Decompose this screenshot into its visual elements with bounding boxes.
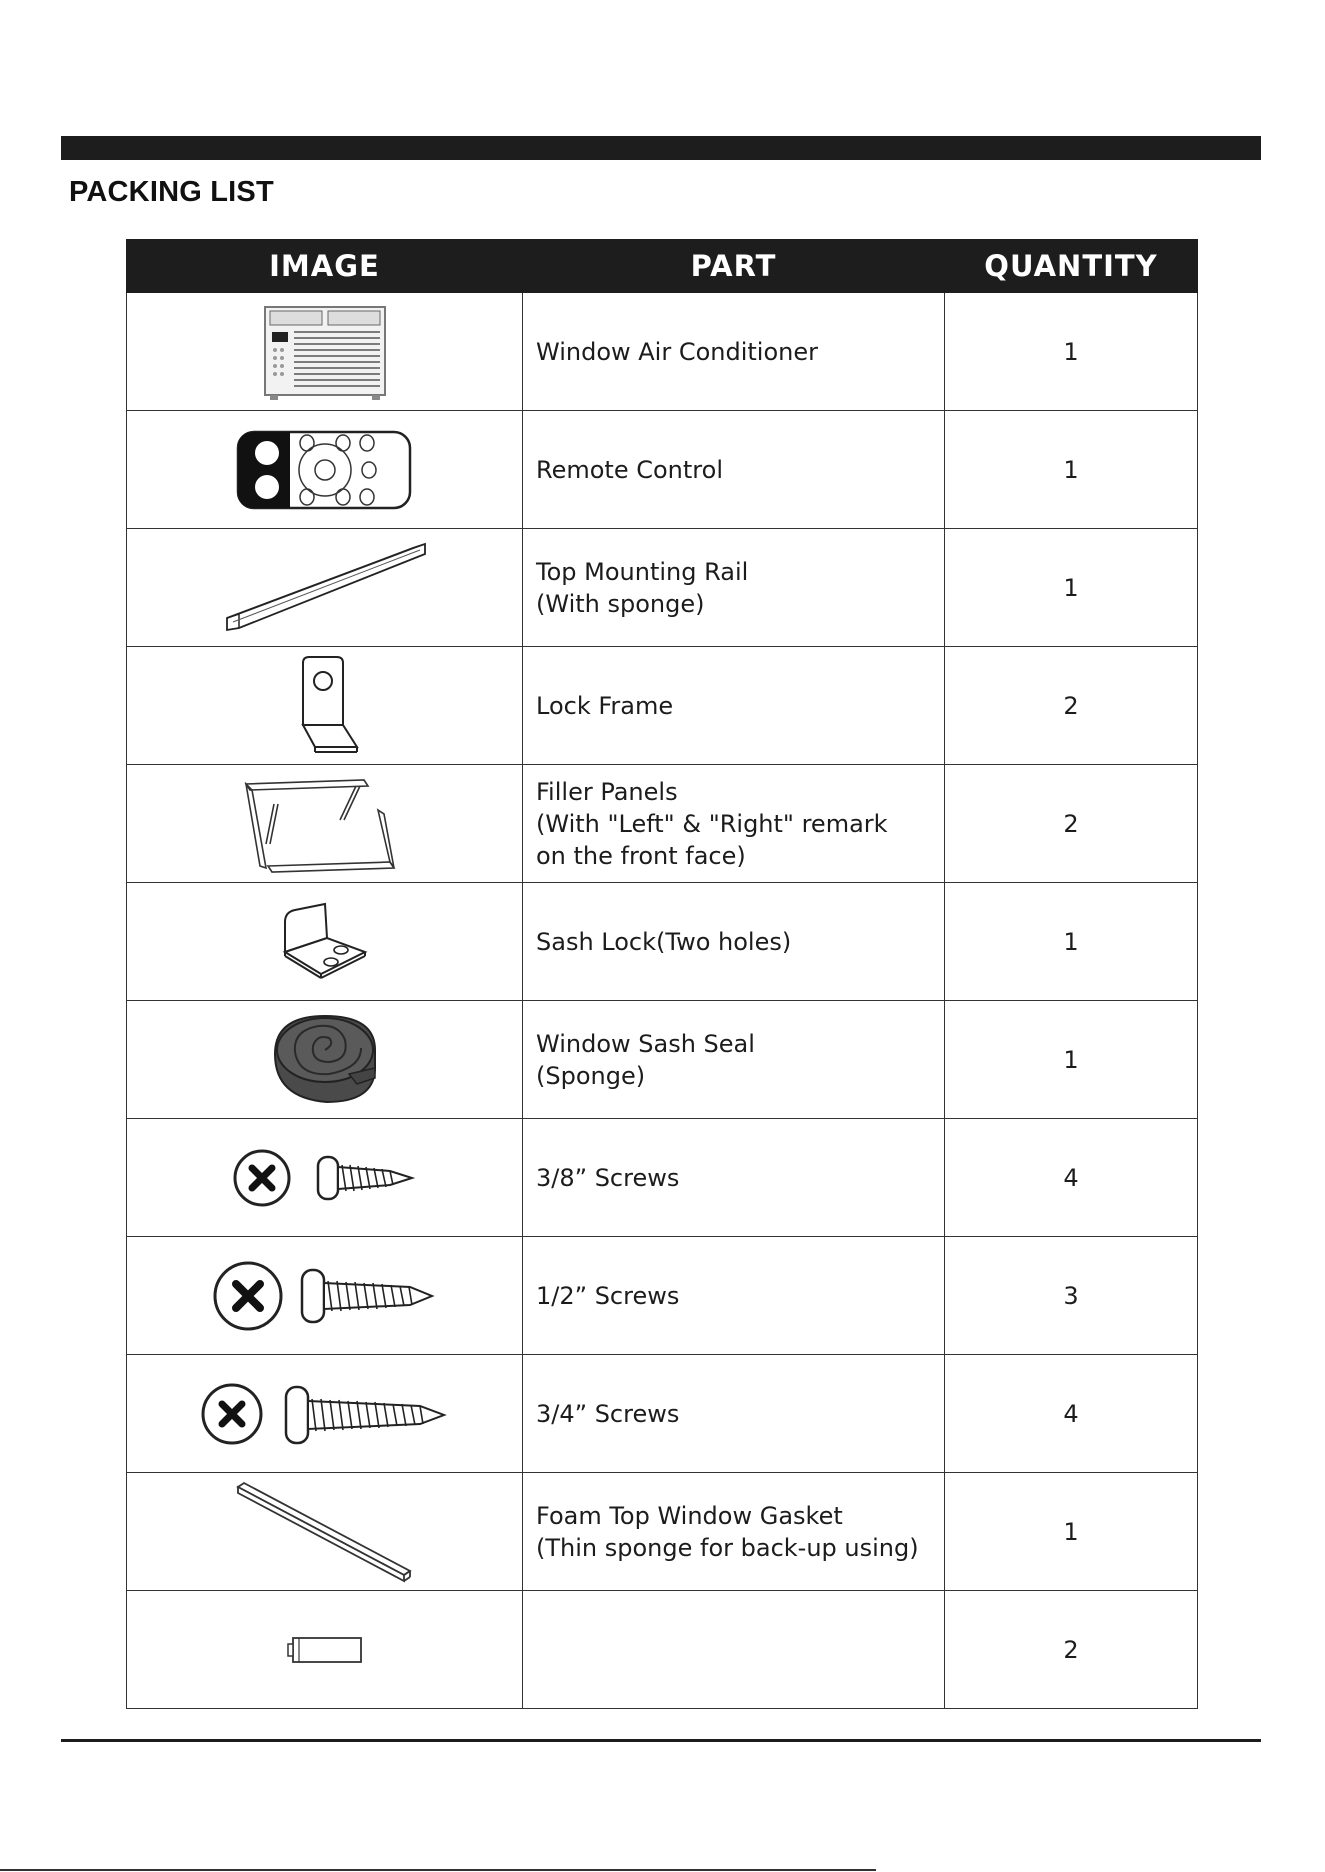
section-title: PACKING LIST bbox=[69, 176, 274, 208]
header-bar bbox=[61, 136, 1261, 160]
part-note: (With sponge) bbox=[536, 589, 705, 618]
image-column-header: IMAGE bbox=[127, 240, 523, 293]
table-row bbox=[127, 1473, 1198, 1591]
table-row bbox=[127, 1237, 1198, 1355]
table-row bbox=[127, 1001, 1198, 1119]
quantity-cell: 4 bbox=[945, 1119, 1198, 1237]
screw-1-2-icon bbox=[210, 1256, 440, 1336]
image-cell bbox=[127, 1237, 523, 1355]
screw-3-8-icon bbox=[230, 1143, 420, 1213]
quantity-cell: 1 bbox=[945, 293, 1198, 411]
part-name: Window Sash Seal bbox=[536, 1029, 755, 1058]
part-column-header: PART bbox=[523, 240, 945, 293]
part-name: Sash Lock(Two holes) bbox=[536, 927, 792, 956]
part-cell bbox=[523, 411, 945, 529]
part-cell bbox=[523, 883, 945, 1001]
quantity-cell: 1 bbox=[945, 1473, 1198, 1591]
part-name: Top Mounting Rail bbox=[536, 557, 749, 586]
table-row bbox=[127, 293, 1198, 411]
part-cell bbox=[523, 1237, 945, 1355]
window-sash-seal-icon bbox=[265, 1010, 385, 1110]
part-name: 3/8” Screws bbox=[536, 1163, 680, 1192]
quantity-cell: 3 bbox=[945, 1237, 1198, 1355]
table-row bbox=[127, 411, 1198, 529]
part-cell bbox=[523, 1355, 945, 1473]
table-row bbox=[127, 647, 1198, 765]
image-cell bbox=[127, 883, 523, 1001]
quantity-column-header: QUANTITY bbox=[945, 240, 1198, 293]
packing-list-table bbox=[126, 239, 1198, 1709]
part-name: Filler Panels bbox=[536, 777, 678, 806]
remote-control-icon bbox=[235, 427, 415, 513]
quantity-cell: 2 bbox=[945, 647, 1198, 765]
table-row bbox=[127, 765, 1198, 883]
part-name: Window Air Conditioner bbox=[536, 337, 818, 366]
battery-icon bbox=[285, 1633, 365, 1667]
part-note: on the front face) bbox=[536, 841, 746, 870]
table-row bbox=[127, 1355, 1198, 1473]
lock-frame-icon bbox=[285, 653, 365, 758]
part-cell bbox=[523, 529, 945, 647]
quantity-cell: 2 bbox=[945, 765, 1198, 883]
part-name: Remote Control bbox=[536, 455, 723, 484]
part-name: Lock Frame bbox=[536, 691, 674, 720]
bottom-rule bbox=[61, 1739, 1261, 1742]
part-name: Foam Top Window Gasket bbox=[536, 1501, 843, 1530]
filler-panels-icon bbox=[240, 774, 410, 874]
quantity-cell: 1 bbox=[945, 1001, 1198, 1119]
image-cell bbox=[127, 1473, 523, 1591]
part-name: 3/4” Screws bbox=[536, 1399, 680, 1428]
table-row bbox=[127, 883, 1198, 1001]
part-cell bbox=[523, 293, 945, 411]
image-cell bbox=[127, 647, 523, 765]
table-row bbox=[127, 529, 1198, 647]
part-cell bbox=[523, 1473, 945, 1591]
part-note: (Sponge) bbox=[536, 1061, 646, 1090]
part-name: 1/2” Screws bbox=[536, 1281, 680, 1310]
image-cell bbox=[127, 1591, 523, 1709]
quantity-cell: 2 bbox=[945, 1591, 1198, 1709]
part-cell bbox=[523, 1591, 945, 1709]
part-cell bbox=[523, 1001, 945, 1119]
quantity-cell: 1 bbox=[945, 411, 1198, 529]
quantity-cell: 1 bbox=[945, 883, 1198, 1001]
image-cell bbox=[127, 1119, 523, 1237]
part-note: (Thin sponge for back-up using) bbox=[536, 1533, 919, 1562]
part-cell bbox=[523, 647, 945, 765]
table-header-row bbox=[127, 240, 1198, 293]
image-cell bbox=[127, 765, 523, 883]
quantity-cell: 4 bbox=[945, 1355, 1198, 1473]
quantity-cell: 1 bbox=[945, 529, 1198, 647]
top-mounting-rail-icon bbox=[215, 540, 435, 635]
image-cell bbox=[127, 1001, 523, 1119]
part-note: (With "Left" & "Right" remark bbox=[536, 809, 888, 838]
sash-lock-icon bbox=[275, 902, 375, 982]
table-row bbox=[127, 1591, 1198, 1709]
foam-gasket-icon bbox=[230, 1479, 420, 1584]
screw-3-4-icon bbox=[200, 1379, 450, 1449]
part-cell bbox=[523, 1119, 945, 1237]
footer-rule bbox=[0, 1869, 876, 1871]
image-cell bbox=[127, 293, 523, 411]
image-cell bbox=[127, 529, 523, 647]
image-cell bbox=[127, 411, 523, 529]
part-cell bbox=[523, 765, 945, 883]
window-air-conditioner-icon bbox=[260, 302, 390, 402]
image-cell bbox=[127, 1355, 523, 1473]
table-row bbox=[127, 1119, 1198, 1237]
